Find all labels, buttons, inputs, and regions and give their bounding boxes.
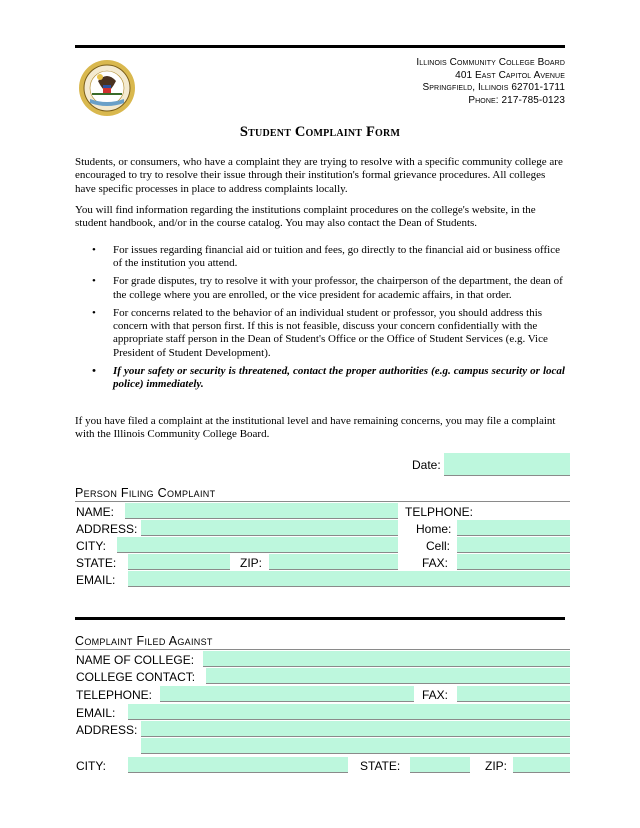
email-field[interactable] xyxy=(128,571,570,587)
against-zip-field[interactable] xyxy=(513,757,570,773)
home-label: Home: xyxy=(416,522,452,536)
address-label: ADDRESS: xyxy=(76,522,138,536)
telphone-label: TELPHONE: xyxy=(405,505,474,519)
cell-label: Cell: xyxy=(426,539,451,553)
city-field[interactable] xyxy=(117,537,398,553)
telephone-field[interactable] xyxy=(160,686,414,702)
against-zip-label: ZIP: xyxy=(485,759,508,773)
against-address-field[interactable] xyxy=(141,721,570,737)
name-label: NAME: xyxy=(76,505,115,519)
section-heading-against: Complaint Filed Against xyxy=(75,634,213,648)
against-state-label: STATE: xyxy=(360,759,401,773)
city-label: CITY: xyxy=(76,539,107,553)
against-email-label: EMAIL: xyxy=(76,706,116,720)
fax-label: FAX: xyxy=(422,556,449,570)
college-contact-field[interactable] xyxy=(206,668,570,684)
email-label: EMAIL: xyxy=(76,573,116,587)
fax-field[interactable] xyxy=(457,554,570,570)
college-name-field[interactable] xyxy=(203,651,570,667)
against-fax-field[interactable] xyxy=(457,686,570,702)
against-city-label: CITY: xyxy=(76,759,107,773)
name-field[interactable] xyxy=(125,503,398,519)
board-street: 401 East Capitol Avenue xyxy=(455,69,565,81)
state-label: STATE: xyxy=(76,556,117,570)
list-item: • For issues regarding financial aid or tuition and fees, go directly to the financial aid or business office of the institution you attend. xyxy=(75,244,565,271)
form-title: Student Complaint Form xyxy=(239,124,401,140)
list-item: • For concerns related to the behavior of an individual student or professor, you should address this concern with that person first. If this is not feasible, discuss your concern confidentially with the appropriate staff person in the Dean of Student's Office or the Office of Student Services (e.g. Vice President of Student Development). xyxy=(75,307,565,361)
closing-paragraph: If you have filed a complaint at the institutional level and have remaining concerns, you may file a complaint with the Illinois Community College Board. xyxy=(75,415,556,441)
board-address-block xyxy=(416,57,565,107)
board-city: Springfield, Illinois 62701-1711 xyxy=(422,82,565,93)
against-address-line2-field[interactable] xyxy=(141,738,570,754)
date-label: Date: xyxy=(412,458,441,472)
board-phone: Phone: 217-785-0123 xyxy=(468,94,565,106)
zip-field[interactable] xyxy=(269,554,398,570)
top-rule xyxy=(75,45,565,48)
section-heading-person: Person Filing Complaint xyxy=(75,486,216,500)
guidance-list xyxy=(75,244,565,396)
illinois-seal-icon xyxy=(78,59,136,117)
telephone-label: TELEPHONE: xyxy=(76,688,153,702)
against-fax-label: FAX: xyxy=(422,688,449,702)
section-rule xyxy=(75,617,565,620)
college-name-label: NAME OF COLLEGE: xyxy=(76,653,195,667)
against-email-field[interactable] xyxy=(128,704,570,720)
intro-paragraph-2: You will find information regarding the institutions complaint procedures on the college's website, in the student handbook, and/or in the course catalog. You may also contact the Dean of Students. xyxy=(75,204,536,230)
section-divider xyxy=(75,501,570,502)
college-contact-label: COLLEGE CONTACT: xyxy=(76,670,196,684)
board-name: Illinois Community College Board xyxy=(416,57,565,68)
list-item-safety: • If your safety or security is threatened, contact the proper authorities (e.g. campus security or local police) immediately. xyxy=(75,365,565,392)
state-field[interactable] xyxy=(128,554,230,570)
date-field[interactable] xyxy=(444,453,570,476)
section-divider xyxy=(75,649,570,650)
zip-label: ZIP: xyxy=(240,556,263,570)
intro-paragraph-1: Students, or consumers, who have a complaint they are trying to resolve with a specific community college are encouraged to try to resolve their issue through their institution's formal grievance procedures. All colleges have specific processes in place to address complaints locally. xyxy=(75,156,563,195)
cell-phone-field[interactable] xyxy=(457,537,570,553)
address-field[interactable] xyxy=(141,520,398,536)
against-state-field[interactable] xyxy=(410,757,470,773)
list-item: • For grade disputes, try to resolve it with your professor, the chairperson of the department, the dean of the college where you are enrolled, or the vice president for academic affairs, in that order. xyxy=(75,275,565,302)
home-phone-field[interactable] xyxy=(457,520,570,536)
against-address-label: ADDRESS: xyxy=(76,723,138,737)
against-city-field[interactable] xyxy=(128,757,348,773)
